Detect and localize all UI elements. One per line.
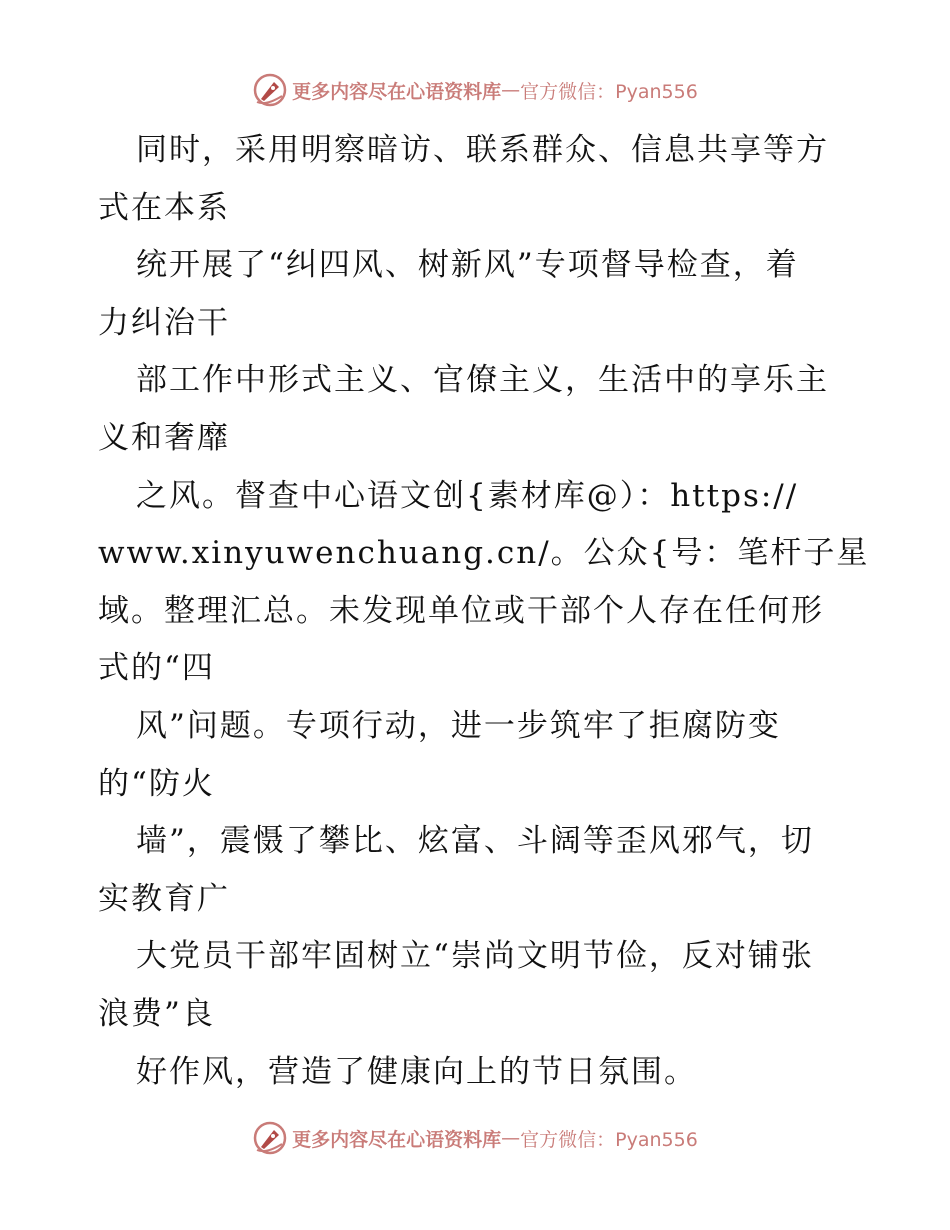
text-line-17: 好作风，营造了健康向上的节日氛围。 <box>136 1053 697 1090</box>
document-body <box>98 122 870 1101</box>
footer-banner <box>0 1118 950 1158</box>
pen-nib-circle-icon <box>252 1120 288 1156</box>
text-line-14: 实教育广 <box>98 880 230 917</box>
text-line-1: 同时，采用明察暗访、联系群众、信息共享等方 <box>136 132 829 168</box>
text-line-6: 义和奢靡 <box>98 419 230 456</box>
footer-banner-text: 更多内容尽在心语资料库 <box>292 1128 502 1151</box>
text-line-5: 部工作中形式主义、官僚主义，生活中的享乐主 <box>136 362 829 399</box>
text-line-12: 的“防火 <box>98 765 215 802</box>
text-line-10: 式的“四 <box>98 650 215 687</box>
text-line-16: 浪费”良 <box>98 995 215 1032</box>
footer-contact-label: 官方微信：Pyan556 <box>520 1128 698 1151</box>
text-line-7: 之风。督查中心语文创{素材库@）：https:// <box>136 477 799 514</box>
text-line-8: www.xinyuwenchuang.cn/。公众{号：笔杆子星 <box>98 535 870 572</box>
text-line-3: 统开展了“纠四风、树新风”专项督导检查，着 <box>136 247 799 284</box>
text-line-11: 风”问题。专项行动，进一步筑牢了拒腐防变 <box>136 707 781 744</box>
text-line-4: 力纠治干 <box>98 304 230 341</box>
header-contact-label: 官方微信：Pyan556 <box>520 80 698 103</box>
text-line-2: 式在本系 <box>98 189 230 226</box>
footer-banner-separator: — <box>501 1127 521 1149</box>
header-banner-text: 更多内容尽在心语资料库 <box>292 80 502 103</box>
header-banner <box>0 70 950 110</box>
text-line-13: 墙”，震慑了攀比、炫富、斗阔等歪风邪气，切 <box>136 823 814 860</box>
text-line-15: 大党员干部牢固树立“崇尚文明节俭，反对铺张 <box>136 938 814 975</box>
header-banner-separator: — <box>501 79 521 101</box>
pen-nib-circle-icon <box>252 72 288 108</box>
text-line-9: 域。整理汇总。未发现单位或干部个人存在任何形 <box>98 592 824 629</box>
